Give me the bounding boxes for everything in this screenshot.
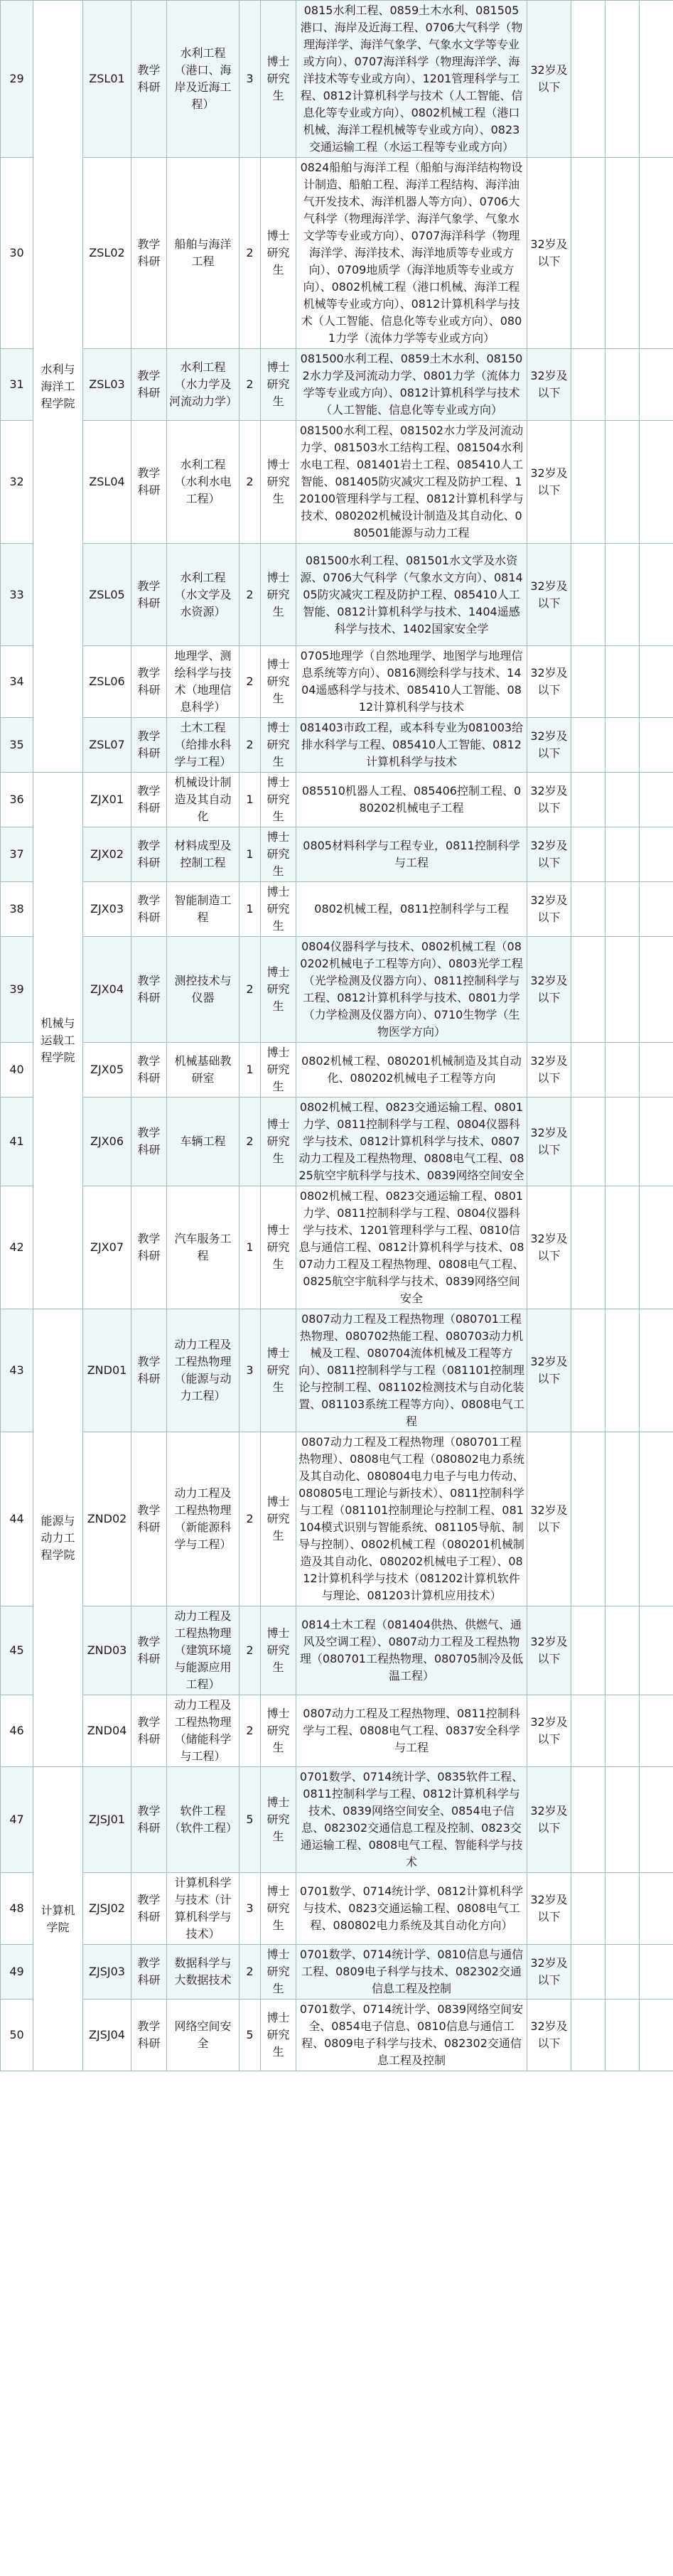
- major-requirement: 0701数学、0714统计学、0812计算机科学与技术、0823交通运输工程、0808电气工程、080802电力系统及其自动化方向）: [296, 1873, 527, 1945]
- position-code: ZJX07: [83, 1186, 131, 1309]
- position-type: 教学科研: [131, 1945, 167, 2000]
- position-type: 教学科研: [131, 1432, 167, 1606]
- age-limit: 32岁及以下: [527, 1098, 571, 1186]
- position-code: ZND02: [83, 1432, 131, 1606]
- row-number: 37: [1, 827, 33, 882]
- position-code: ZJSJ01: [83, 1767, 131, 1873]
- hire-count: 2: [239, 1945, 261, 2000]
- position-code: ZSL01: [83, 1, 131, 158]
- major-name: 汽车服务工程: [167, 1186, 239, 1309]
- major-name: 动力工程及工程热物理（能源与动力工程）: [167, 1309, 239, 1432]
- position-code: ZJX06: [83, 1098, 131, 1186]
- table-row: [1, 1606, 673, 1695]
- position-type: 教学科研: [131, 158, 167, 349]
- blank-cell: [640, 937, 673, 1043]
- age-limit: 32岁及以下: [527, 1043, 571, 1098]
- blank-cell: [571, 718, 605, 773]
- hire-count: 2: [239, 1606, 261, 1695]
- blank-cell: [640, 646, 673, 718]
- major-name: 车辆工程: [167, 1098, 239, 1186]
- position-code: ZJX05: [83, 1043, 131, 1098]
- hire-count: 2: [239, 1098, 261, 1186]
- blank-cell: [605, 349, 640, 421]
- table-row: [1, 1186, 673, 1309]
- education-level: 博士研究生: [261, 1606, 296, 1695]
- row-number: 44: [1, 1432, 33, 1606]
- blank-cell: [605, 1945, 640, 2000]
- blank-cell: [571, 882, 605, 937]
- blank-cell: [640, 349, 673, 421]
- table-row: [1, 421, 673, 544]
- row-number: 49: [1, 1945, 33, 2000]
- position-code: ZJX04: [83, 937, 131, 1043]
- blank-cell: [605, 937, 640, 1043]
- blank-cell: [605, 1186, 640, 1309]
- table-row: [1, 1098, 673, 1186]
- table-row: [1, 1767, 673, 1873]
- age-limit: 32岁及以下: [527, 773, 571, 827]
- row-number: 50: [1, 2000, 33, 2071]
- position-type: 教学科研: [131, 646, 167, 718]
- blank-cell: [605, 1767, 640, 1873]
- blank-cell: [571, 1945, 605, 2000]
- position-code: ZSL05: [83, 544, 131, 646]
- row-number: 47: [1, 1767, 33, 1873]
- blank-cell: [571, 349, 605, 421]
- blank-cell: [605, 827, 640, 882]
- hire-count: 2: [239, 158, 261, 349]
- row-number: 34: [1, 646, 33, 718]
- hire-count: 1: [239, 827, 261, 882]
- major-name: 材料成型及控制工程: [167, 827, 239, 882]
- major-requirement: 085510机器人工程、085406控制工程、080202机械电子工程: [296, 773, 527, 827]
- major-name: 水利工程（港口、海岸及近海工程）: [167, 1, 239, 158]
- blank-cell: [605, 544, 640, 646]
- age-limit: 32岁及以下: [527, 718, 571, 773]
- blank-cell: [640, 773, 673, 827]
- blank-cell: [605, 1, 640, 158]
- age-limit: 32岁及以下: [527, 1767, 571, 1873]
- blank-cell: [605, 773, 640, 827]
- row-number: 40: [1, 1043, 33, 1098]
- row-number: 30: [1, 158, 33, 349]
- position-code: ZSL04: [83, 421, 131, 544]
- major-name: 水利工程（水利水电工程）: [167, 421, 239, 544]
- age-limit: 32岁及以下: [527, 544, 571, 646]
- major-requirement: 0802机械工程，0811控制科学与工程: [296, 882, 527, 937]
- position-code: ZND03: [83, 1606, 131, 1695]
- blank-cell: [640, 544, 673, 646]
- blank-cell: [605, 1695, 640, 1767]
- education-level: 博士研究生: [261, 421, 296, 544]
- age-limit: 32岁及以下: [527, 882, 571, 937]
- age-limit: 32岁及以下: [527, 1873, 571, 1945]
- position-code: ZJSJ04: [83, 2000, 131, 2071]
- blank-cell: [640, 1309, 673, 1432]
- age-limit: 32岁及以下: [527, 827, 571, 882]
- position-type: 教学科研: [131, 544, 167, 646]
- age-limit: 32岁及以下: [527, 1945, 571, 2000]
- education-level: 博士研究生: [261, 937, 296, 1043]
- blank-cell: [640, 1, 673, 158]
- college-name: 能源与动力工程学院: [33, 1309, 83, 1767]
- position-type: 教学科研: [131, 1695, 167, 1767]
- table-row: [1, 882, 673, 937]
- table-row: [1, 1873, 673, 1945]
- position-type: 教学科研: [131, 718, 167, 773]
- table-body: [1, 1, 673, 2071]
- table-row: [1, 718, 673, 773]
- hire-count: 5: [239, 1767, 261, 1873]
- blank-cell: [640, 158, 673, 349]
- education-level: 博士研究生: [261, 2000, 296, 2071]
- hire-count: 3: [239, 1, 261, 158]
- blank-cell: [605, 1432, 640, 1606]
- position-code: ZSL02: [83, 158, 131, 349]
- row-number: 29: [1, 1, 33, 158]
- table-row: [1, 1945, 673, 2000]
- major-requirement: 0807动力工程及工程热物理、0811控制科学与工程、0808电气工程、0837安全科学与工程: [296, 1695, 527, 1767]
- blank-cell: [640, 421, 673, 544]
- hire-count: 2: [239, 1695, 261, 1767]
- age-limit: 32岁及以下: [527, 937, 571, 1043]
- table-row: [1, 646, 673, 718]
- blank-cell: [571, 1309, 605, 1432]
- row-number: 32: [1, 421, 33, 544]
- major-requirement: 0807动力工程及工程热物理（080701工程热物理）、0808电气工程（080802电力系统及其自动化、080804电力电子与电力传动、080805电工理论与新技术）、0811控制科学与工程（081101控制理论与控制工程、081104模式识别与智能系统、081105导航、制导与控制）、0802机械工程（080201机械制造及其自动化、080202机械电子工程）、0812计算机科学与技术（081202计算机软件与理论、081203计算机应用技术）: [296, 1432, 527, 1606]
- major-requirement: 0701数学、0714统计学、0810信息与通信工程、0809电子科学与技术、082302交通信息工程及控制: [296, 1945, 527, 2000]
- major-requirement: 081500水利工程、081501水文学及水资源、0706大气科学（气象水文方向）、081405防灾减灾工程及防护工程、085410人工智能、0812计算机科学与技术、1404遥感科学与技术、1402国家安全学: [296, 544, 527, 646]
- row-number: 36: [1, 773, 33, 827]
- major-name: 软件工程（软件工程）: [167, 1767, 239, 1873]
- position-code: ZSL03: [83, 349, 131, 421]
- table-row: [1, 544, 673, 646]
- education-level: 博士研究生: [261, 882, 296, 937]
- education-level: 博士研究生: [261, 1186, 296, 1309]
- blank-cell: [605, 1309, 640, 1432]
- major-name: 机械设计制造及其自动化: [167, 773, 239, 827]
- blank-cell: [571, 1432, 605, 1606]
- position-type: 教学科研: [131, 349, 167, 421]
- major-requirement: 0805材料科学与工程专业，0811控制科学与工程: [296, 827, 527, 882]
- hire-count: 2: [239, 718, 261, 773]
- hire-count: 5: [239, 2000, 261, 2071]
- education-level: 博士研究生: [261, 544, 296, 646]
- major-name: 数据科学与大数据技术: [167, 1945, 239, 2000]
- position-type: 教学科研: [131, 1098, 167, 1186]
- major-name: 网络空间安全: [167, 2000, 239, 2071]
- row-number: 45: [1, 1606, 33, 1695]
- education-level: 博士研究生: [261, 1767, 296, 1873]
- row-number: 41: [1, 1098, 33, 1186]
- table-row: [1, 1309, 673, 1432]
- blank-cell: [571, 1043, 605, 1098]
- major-name: 地理学、测绘科学与技术（地理信息科学）: [167, 646, 239, 718]
- blank-cell: [640, 1432, 673, 1606]
- major-requirement: 081403市政工程，或本科专业为081003给排水科学与工程、085410人工智能、0812计算机科学与技术: [296, 718, 527, 773]
- position-type: 教学科研: [131, 1767, 167, 1873]
- education-level: 博士研究生: [261, 349, 296, 421]
- table-row: [1, 2000, 673, 2071]
- blank-cell: [640, 1695, 673, 1767]
- age-limit: 32岁及以下: [527, 2000, 571, 2071]
- row-number: 39: [1, 937, 33, 1043]
- blank-cell: [640, 1945, 673, 2000]
- blank-cell: [640, 1767, 673, 1873]
- blank-cell: [640, 2000, 673, 2071]
- position-type: 教学科研: [131, 1186, 167, 1309]
- position-type: 教学科研: [131, 1043, 167, 1098]
- row-number: 33: [1, 544, 33, 646]
- blank-cell: [605, 1043, 640, 1098]
- blank-cell: [640, 882, 673, 937]
- blank-cell: [605, 1606, 640, 1695]
- major-requirement: 0802机械工程、0823交通运输工程、0801力学、0811控制科学与工程、0804仪器科学与技术、0812计算机科学与技术、0807动力工程及工程热物理、0808电气工程、0825航空宇航科学与技术、0839网络空间安全: [296, 1098, 527, 1186]
- row-number: 43: [1, 1309, 33, 1432]
- major-requirement: 0802机械工程、080201机械制造及其自动化、080202机械电子工程等方向: [296, 1043, 527, 1098]
- major-name: 水利工程（水文学及水资源）: [167, 544, 239, 646]
- education-level: 博士研究生: [261, 1, 296, 158]
- major-name: 土木工程（给排水科学与工程）: [167, 718, 239, 773]
- major-requirement: 0701数学、0714统计学、0839网络空间安全、0854电子信息、0810信息与通信工程、0809电子科学与技术、082302交通信息工程及控制: [296, 2000, 527, 2071]
- major-requirement: 0814土木工程（081404供热、供燃气、通风及空调工程）、0807动力工程及工程热物理（080701工程热物理、080705制冷及低温工程）: [296, 1606, 527, 1695]
- blank-cell: [571, 1767, 605, 1873]
- position-type: 教学科研: [131, 1309, 167, 1432]
- position-code: ZSL06: [83, 646, 131, 718]
- position-type: 教学科研: [131, 773, 167, 827]
- hire-count: 2: [239, 544, 261, 646]
- position-code: ZND04: [83, 1695, 131, 1767]
- position-type: 教学科研: [131, 827, 167, 882]
- blank-cell: [571, 1606, 605, 1695]
- blank-cell: [605, 158, 640, 349]
- blank-cell: [571, 1186, 605, 1309]
- position-type: 教学科研: [131, 2000, 167, 2071]
- blank-cell: [571, 544, 605, 646]
- college-name: 计算机学院: [33, 1767, 83, 2071]
- hire-count: 2: [239, 349, 261, 421]
- hire-count: 2: [239, 937, 261, 1043]
- education-level: 博士研究生: [261, 1098, 296, 1186]
- table-row: [1, 1695, 673, 1767]
- blank-cell: [571, 937, 605, 1043]
- position-code: ZJSJ03: [83, 1945, 131, 2000]
- age-limit: 32岁及以下: [527, 1606, 571, 1695]
- position-code: ZJSJ02: [83, 1873, 131, 1945]
- age-limit: 32岁及以下: [527, 158, 571, 349]
- hire-count: 1: [239, 1186, 261, 1309]
- age-limit: 32岁及以下: [527, 1309, 571, 1432]
- major-requirement: 0705地理学（自然地理学、地图学与地理信息系统等方向）、0816测绘科学与技术、1404遥感科学与技术、085410人工智能、0812计算机科学与技术: [296, 646, 527, 718]
- position-type: 教学科研: [131, 1, 167, 158]
- age-limit: 32岁及以下: [527, 421, 571, 544]
- college-name: 机械与运载工程学院: [33, 773, 83, 1309]
- major-name: 动力工程及工程热物理（储能科学与工程）: [167, 1695, 239, 1767]
- row-number: 38: [1, 882, 33, 937]
- age-limit: 32岁及以下: [527, 1, 571, 158]
- major-requirement: 081500水利工程、081502水力学及河流动力学、081503水工结构工程、081504水利水电工程、081401岩土工程、085410人工智能、081405防灾减灾工程及防护工程、120100管理科学与工程、0812计算机科学与技术、080202机械设计制造及其自动化、080501能源与动力工程: [296, 421, 527, 544]
- age-limit: 32岁及以下: [527, 349, 571, 421]
- major-requirement: 0824船舶与海洋工程（船舶与海洋结构物设计制造、船舶工程、海洋工程结构、海洋油气开发技术、海洋机器人等方向）、0706大气科学（物理海洋学、海洋气象学、气象水文学等专业或方向）、0707海洋科学（物理海洋学、海洋技术、海洋地质等专业或方向）、0709地质学（海洋地质等专业或方向）、0802机械工程（港口机械、海洋工程机械等专业或方向）、0812计算机科学与技术（人工智能、信息化等专业或方向）、0801力学（流体力学等专业或方向）: [296, 158, 527, 349]
- blank-cell: [605, 1098, 640, 1186]
- blank-cell: [605, 1873, 640, 1945]
- major-requirement: 0804仪器科学与技术、0802机械工程（080202机械电子工程等方向）、0803光学工程（光学检测及仪器方向）、0811控制科学与工程、0812计算机科学与技术、0801力学（力学检测及仪器方向）、0710生物学（生物医学方向）: [296, 937, 527, 1043]
- hire-count: 3: [239, 1873, 261, 1945]
- position-type: 教学科研: [131, 421, 167, 544]
- age-limit: 32岁及以下: [527, 646, 571, 718]
- major-name: 水利工程（水力学及河流动力学）: [167, 349, 239, 421]
- education-level: 博士研究生: [261, 1873, 296, 1945]
- blank-cell: [640, 1606, 673, 1695]
- age-limit: 32岁及以下: [527, 1695, 571, 1767]
- blank-cell: [605, 718, 640, 773]
- position-code: ZJX03: [83, 882, 131, 937]
- blank-cell: [605, 646, 640, 718]
- education-level: 博士研究生: [261, 1043, 296, 1098]
- table-row: [1, 827, 673, 882]
- major-name: 智能制造工程: [167, 882, 239, 937]
- row-number: 48: [1, 1873, 33, 1945]
- row-number: 31: [1, 349, 33, 421]
- blank-cell: [640, 827, 673, 882]
- major-requirement: 0815水利工程、0859土木水利、081505港口、海岸及近海工程、0706大气科学（物理海洋学、海洋气象学、气象水文学等专业或方向）、0707海洋科学（物理海洋学、海洋技术等专业或方向）、1201管理科学与工程、0812计算机科学与技术（人工智能、信息化等专业或方向）、0802机械工程（港口机械、海洋工程机械等专业或方向）、0823交通运输工程（水运工程等专业或方向）: [296, 1, 527, 158]
- row-number: 46: [1, 1695, 33, 1767]
- position-type: 教学科研: [131, 882, 167, 937]
- blank-cell: [605, 421, 640, 544]
- education-level: 博士研究生: [261, 718, 296, 773]
- education-level: 博士研究生: [261, 1695, 296, 1767]
- blank-cell: [571, 646, 605, 718]
- blank-cell: [640, 1098, 673, 1186]
- hire-count: 3: [239, 1309, 261, 1432]
- position-code: ZJX01: [83, 773, 131, 827]
- table-row: [1, 158, 673, 349]
- position-type: 教学科研: [131, 937, 167, 1043]
- blank-cell: [571, 2000, 605, 2071]
- major-name: 动力工程及工程热物理（新能源科学与工程）: [167, 1432, 239, 1606]
- blank-cell: [571, 1, 605, 158]
- blank-cell: [571, 421, 605, 544]
- blank-cell: [640, 1873, 673, 1945]
- major-requirement: 0807动力工程及工程热物理（080701工程热物理、080702热能工程、080703动力机械及工程、080704流体机械及工程等方向）、0811控制科学与工程（081101控制理论与控制工程、081102检测技术与自动化装置、081103系统工程等方向）、0808电气工程: [296, 1309, 527, 1432]
- blank-cell: [640, 718, 673, 773]
- blank-cell: [605, 2000, 640, 2071]
- education-level: 博士研究生: [261, 646, 296, 718]
- major-name: 测控技术与仪器: [167, 937, 239, 1043]
- education-level: 博士研究生: [261, 1432, 296, 1606]
- major-name: 机械基础教研室: [167, 1043, 239, 1098]
- education-level: 博士研究生: [261, 773, 296, 827]
- college-name: 水利与海洋工程学院: [33, 1, 83, 773]
- table-row: [1, 1, 673, 158]
- blank-cell: [571, 1873, 605, 1945]
- position-type: 教学科研: [131, 1606, 167, 1695]
- blank-cell: [571, 1098, 605, 1186]
- hire-count: 2: [239, 1432, 261, 1606]
- age-limit: 32岁及以下: [527, 1186, 571, 1309]
- hire-count: 1: [239, 773, 261, 827]
- table-row: [1, 349, 673, 421]
- table-row: [1, 773, 673, 827]
- major-requirement: 0802机械工程、0823交通运输工程、0801力学、0811控制科学与工程、0804仪器科学与技术、1201管理科学与工程、0810信息与通信工程、0812计算机科学与技术、0807动力工程及工程热物理、0808电气工程、0825航空宇航科学与技术、0839网络空间安全: [296, 1186, 527, 1309]
- education-level: 博士研究生: [261, 158, 296, 349]
- blank-cell: [571, 773, 605, 827]
- position-type: 教学科研: [131, 1873, 167, 1945]
- major-requirement: 081500水利工程、0859土木水利、081502水力学及河流动力学、0801力学（流体力学等专业或方向）、0812计算机科学与技术（人工智能、信息化等专业或方向）: [296, 349, 527, 421]
- position-code: ZSL07: [83, 718, 131, 773]
- major-name: 动力工程及工程热物理（建筑环境与能源应用工程）: [167, 1606, 239, 1695]
- hire-count: 1: [239, 1043, 261, 1098]
- major-name: 计算机科学与技术（计算机科学与技术）: [167, 1873, 239, 1945]
- education-level: 博士研究生: [261, 827, 296, 882]
- row-number: 35: [1, 718, 33, 773]
- education-level: 博士研究生: [261, 1945, 296, 2000]
- education-level: 博士研究生: [261, 1309, 296, 1432]
- blank-cell: [571, 827, 605, 882]
- row-number: 42: [1, 1186, 33, 1309]
- hire-count: 2: [239, 646, 261, 718]
- blank-cell: [605, 882, 640, 937]
- blank-cell: [640, 1043, 673, 1098]
- table-row: [1, 1432, 673, 1606]
- age-limit: 32岁及以下: [527, 1432, 571, 1606]
- table-row: [1, 1043, 673, 1098]
- table-row: [1, 937, 673, 1043]
- major-requirement: 0701数学、0714统计学、0835软件工程、0811控制科学与工程、0812计算机科学与技术、0839网络空间安全、0854电子信息、082302交通信息工程及控制、0823交通运输工程、0808电气工程、智能科学与技术: [296, 1767, 527, 1873]
- hire-count: 2: [239, 421, 261, 544]
- hire-count: 1: [239, 882, 261, 937]
- position-code: ZJX02: [83, 827, 131, 882]
- position-code: ZND01: [83, 1309, 131, 1432]
- blank-cell: [571, 158, 605, 349]
- major-name: 船舶与海洋工程: [167, 158, 239, 349]
- blank-cell: [640, 1186, 673, 1309]
- blank-cell: [571, 1695, 605, 1767]
